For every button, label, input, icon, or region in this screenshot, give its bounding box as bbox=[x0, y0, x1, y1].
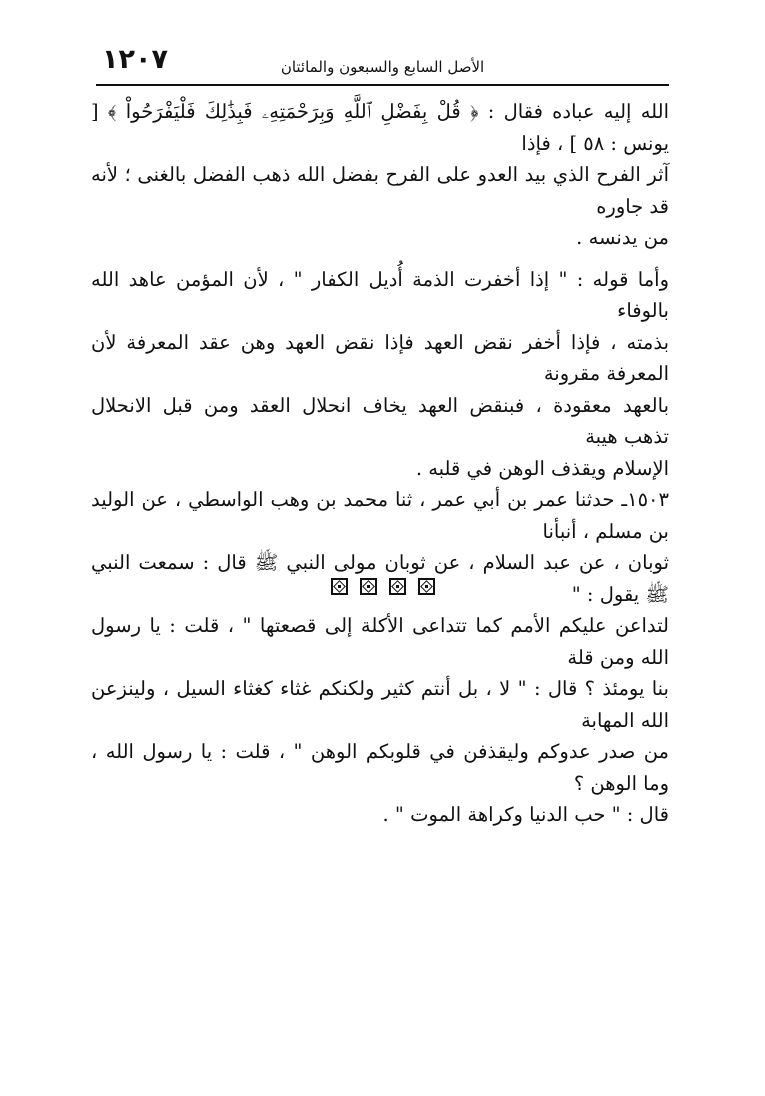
text-line: آثر الفرح الذي بيد العدو على الفرح بفضل الله ذهب الفضل بالغنى ؛ لأنه قد جاوره bbox=[91, 163, 669, 218]
running-title: الأصل السابع والسبعون والمائتان bbox=[280, 58, 485, 76]
header-rule bbox=[96, 84, 669, 86]
ornament-square-icon bbox=[331, 578, 348, 595]
text-line: الله إليه عباده فقال : ﴿ قُلْ بِفَضْلِ ٱللَّهِ وَبِرَحْمَتِهِۦ فَبِذَٰلِكَ فَلْيَفْرَحُواْ ﴾ [ يونس : ٥٨ ] ، فإذا bbox=[91, 100, 669, 155]
hadith-line: ١٥٠٣ـ حدثنا عمر بن أبي عمر ، ثنا محمد بن وهب الواسطي ، عن الوليد بن مسلم ، أنبأنا bbox=[91, 488, 669, 543]
text-line: لتداعن عليكم الأمم كما تتداعى الأكلة إلى قصعتها " ، قلت : يا رسول الله ومن قلة bbox=[91, 614, 669, 669]
page-header bbox=[96, 44, 669, 80]
text-line: من يدنسه . bbox=[576, 226, 669, 249]
text-line: بنا يومئذ ؟ قال : " لا ، بل أنتم كثير ولكنكم غثاء كغثاء السيل ، ولينزعن الله المهابة bbox=[91, 677, 669, 732]
body-text bbox=[91, 96, 669, 831]
text-line: الإسلام ويقذف الوهن في قلبه . bbox=[415, 456, 669, 480]
text-line: بالعهد معقودة ، فبنقض العهد يخاف انحلال العقد ومن قبل الانحلال تذهب هيبة bbox=[91, 393, 669, 448]
text-line: وأما قوله : " إذا أخفرت الذمة أُديل الكفار " ، لأن المؤمن عاهد الله بالوفاء bbox=[91, 267, 669, 322]
page-number: ١٢٠٧ bbox=[102, 44, 168, 75]
ornament-square-icon bbox=[418, 578, 435, 595]
text-line: بذمته ، فإذا أخفر نقض العهد فإذا نقض العهد وهن عقد المعرفة لأن المعرفة مقرونة bbox=[91, 330, 669, 385]
ornament-square-icon bbox=[360, 578, 377, 595]
text-line: قال : " حب الدنيا وكراهة الموت " . bbox=[382, 803, 669, 826]
section-end-ornaments bbox=[0, 578, 765, 599]
text-line: ثوبان ، عن عبد السلام ، عن ثوبان مولى النبي ﷺ قال : سمعت النبي ﷺ يقول : " bbox=[91, 551, 669, 606]
text-line: من صدر عدوكم وليقذفن في قلوبكم الوهن " ، قلت : يا رسول الله ، وما الوهن ؟ bbox=[91, 740, 669, 795]
paragraph-gap bbox=[91, 254, 669, 264]
ornament-square-icon bbox=[389, 578, 406, 595]
